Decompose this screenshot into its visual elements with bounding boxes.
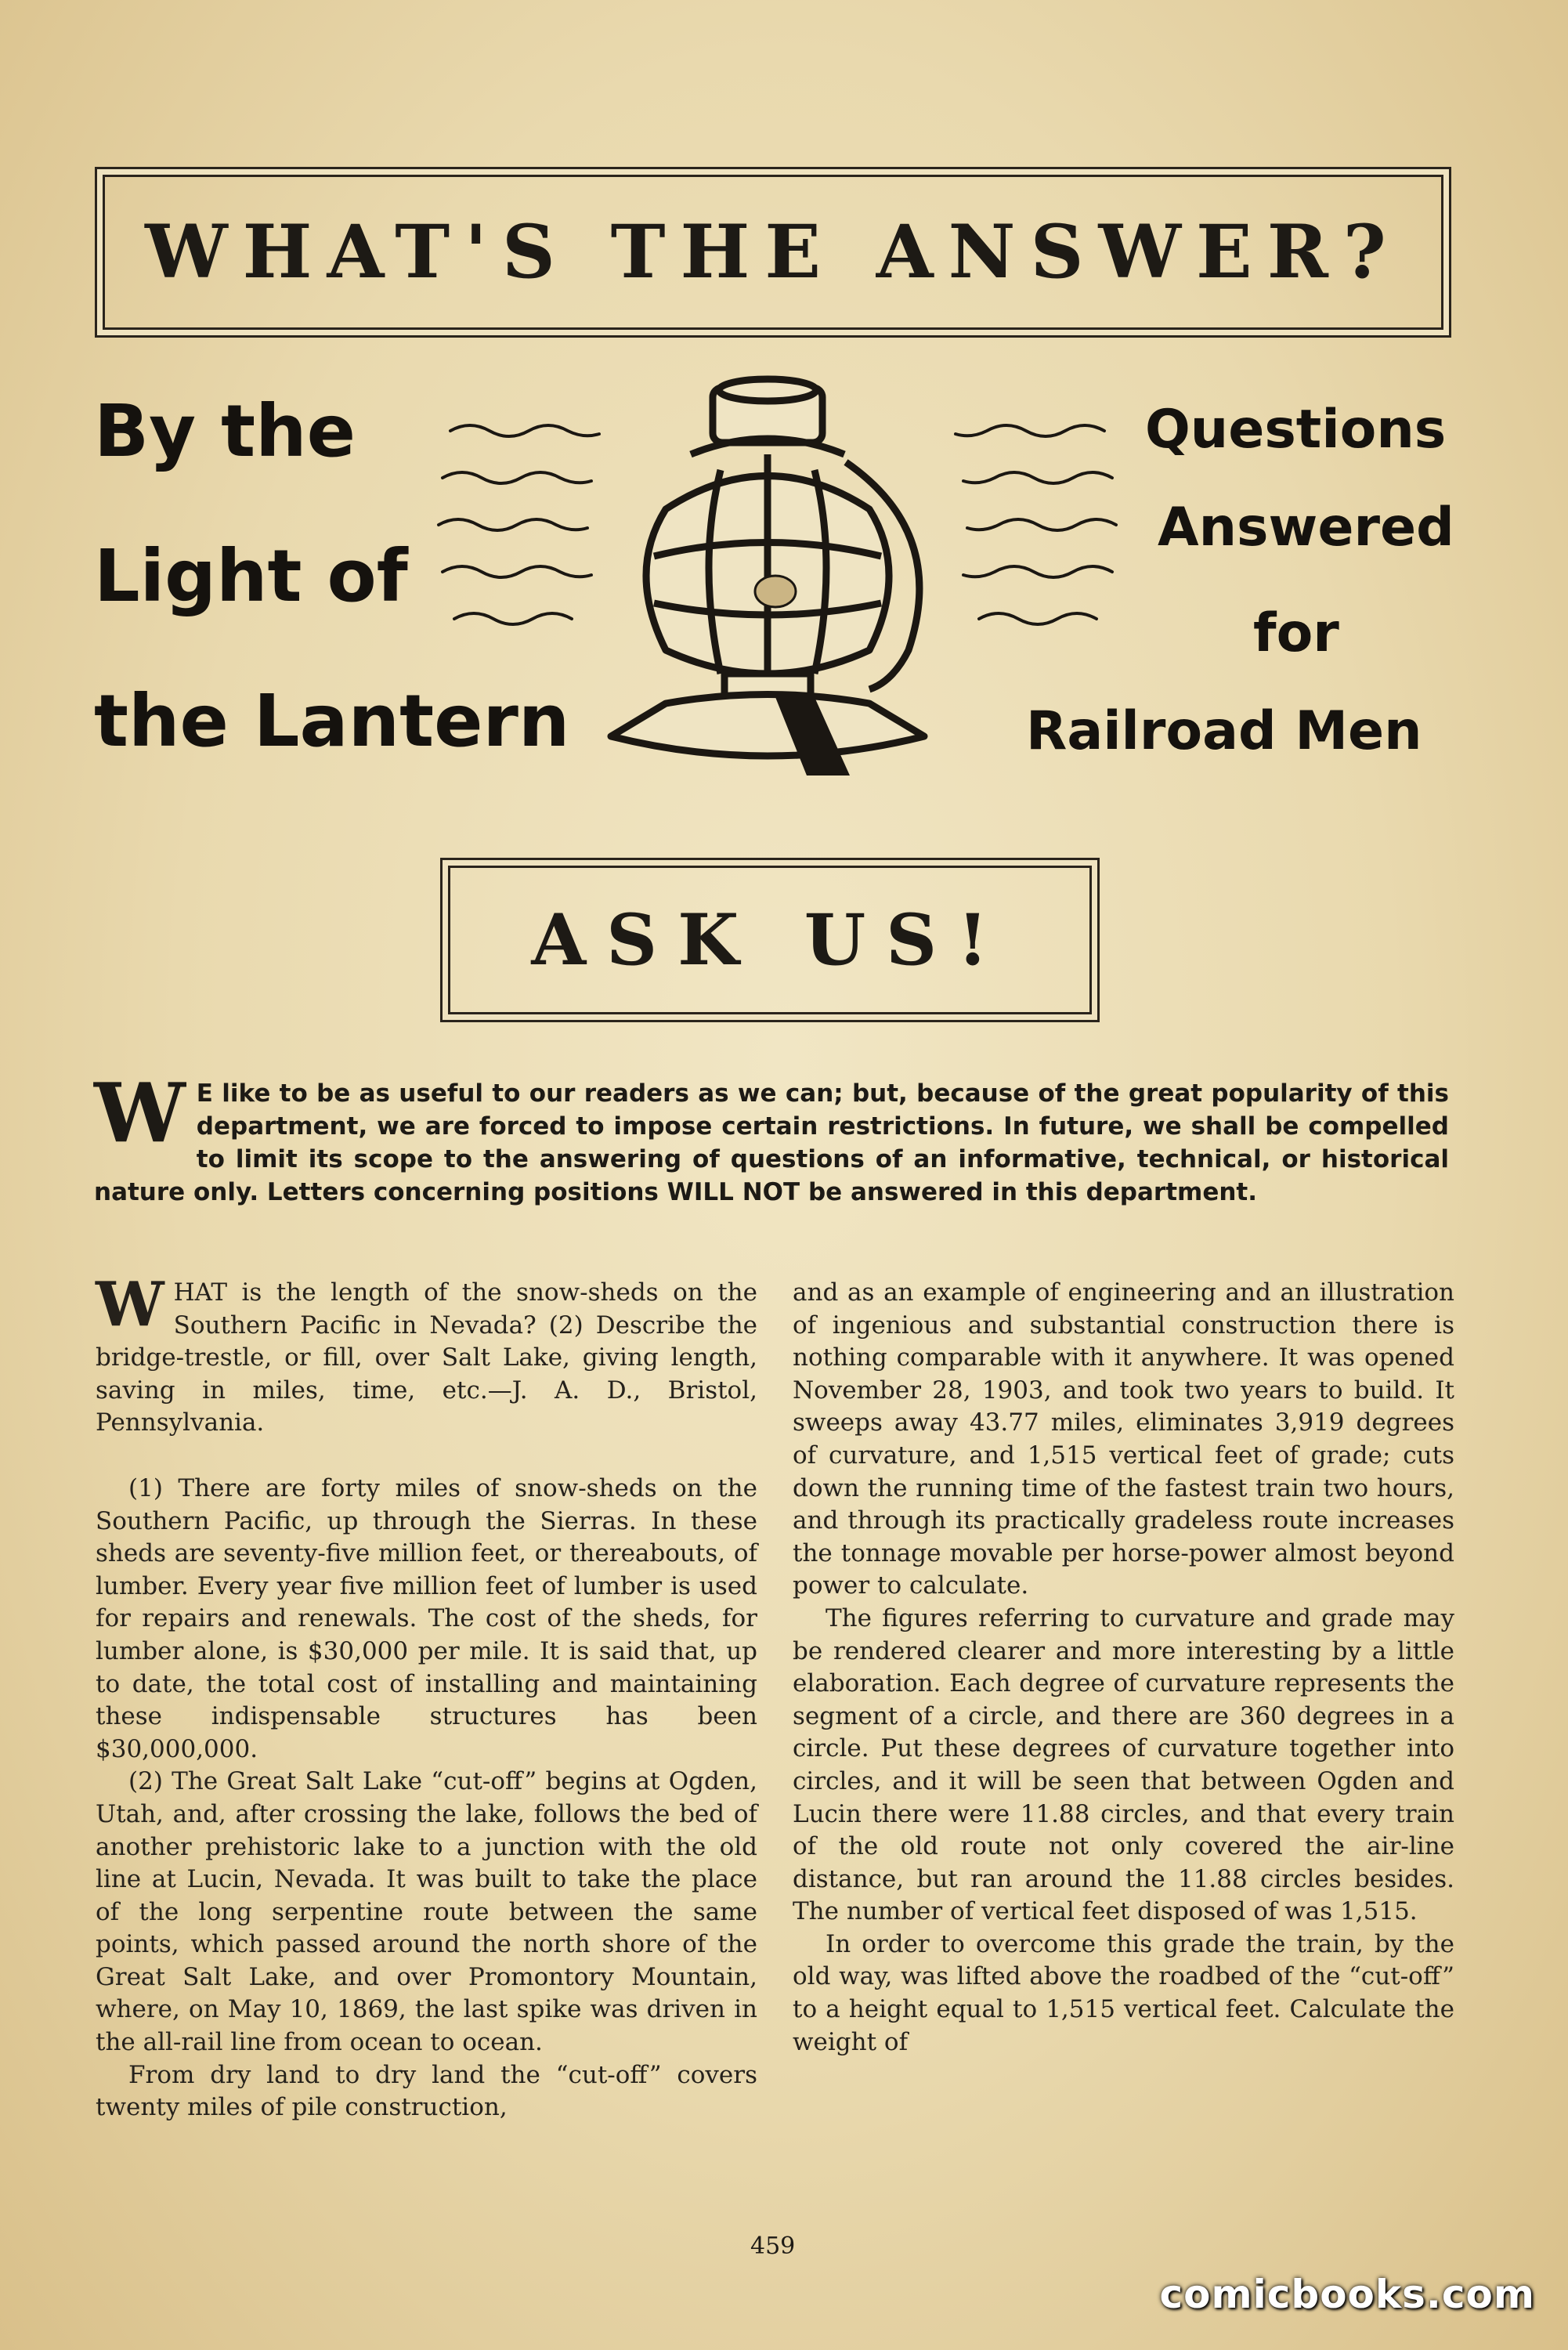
left-line-1: By the bbox=[94, 389, 356, 473]
ask-us-box bbox=[440, 858, 1100, 1022]
page-number: 459 bbox=[750, 2232, 796, 2260]
answer-paragraph: In order to overcome this grade the train, by the old way, was lifted above the roadbed of the “cut-off” to a height equal to 1,515 vertical feet. Calculate the weight of bbox=[793, 1929, 1454, 2056]
left-line-2: Light of bbox=[94, 534, 408, 618]
intro-dropcap: W bbox=[94, 1065, 186, 1161]
article-right-column bbox=[793, 1277, 1454, 2059]
left-line-3: the Lantern bbox=[94, 679, 570, 763]
answer-paragraph: and as an example of engineering and an illustration of ingenious and substantial construction there is nothing comparable with it anywhere. It was opened November 28, 1903, and took two years to build. It sweeps away 43.77 miles, eliminates 3,919 degrees of curvature, and 1,515 vertical feet of grade; cuts down the running time of the fastest train two hours, and through its practically gradeless route increases the tonnage movable per horse-power almost beyond power to calculate. bbox=[793, 1278, 1454, 1600]
answer-paragraph: (2) The Great Salt Lake “cut-off” begins at Ogden, Utah, and, after crossing the lake, follows the bed of another prehistoric lake to a junction with the old line at Lucin, Nevada. It was built to take the place of the long serpentine route between the same points, which passed around the north shore of the Great Salt Lake, and over Promontory Mountain, where, on May 10, 1869, the last spike was driven in the all-rail line from ocean to ocean. bbox=[96, 1767, 757, 2057]
watermark: comicbooks.com bbox=[1159, 2272, 1535, 2317]
lantern-illustration bbox=[407, 368, 1143, 807]
answer-paragraph: The figures referring to curvature and grade may be rendered clearer and more interesting by a little elaboration. Each degree of curvature represents the segment of a circle, and there are 360 degrees in a circle. Put these degrees of curvature together into circles, and it will be seen that between Ogden and Lucin there were 11.88 circles, and that every train of the old route not only covered the air-line distance, but ran around the 11.88 circles besides. The number of vertical feet disposed of was 1,515. bbox=[793, 1603, 1454, 1926]
reader-question bbox=[96, 1269, 757, 1440]
article-left-column bbox=[96, 1269, 757, 2124]
right-line-4: Railroad Men bbox=[1026, 700, 1422, 762]
title-box bbox=[95, 167, 1451, 338]
answer-paragraph: From dry land to dry land the “cut-off” covers twenty miles of pile construction, bbox=[96, 2060, 757, 2122]
right-line-1: Questions bbox=[1145, 399, 1447, 461]
answer-paragraph: (1) There are forty miles of snow-sheds on the Southern Pacific, up through the Sierras. In these sheds are seventy-five million feet, or thereabouts, of lumber. Every year five million feet of lumber is used for repairs and renewals. The cost of the sheds, for lumber alone, is $30,000 per mile. It is said that, up to date, the total cost of installing and maintaining these indispensable structures has been $30,000,000. bbox=[96, 1473, 757, 1763]
question-text: HAT is the length of the snow-sheds on the Southern Pacific in Nevada? (2) Describe the bridge-trestle, or fill, over Salt Lake, giving length, saving in miles, time, etc.—J. A. D., Bristol, Pennsylvania. bbox=[96, 1278, 757, 1437]
right-line-2: Answered bbox=[1158, 497, 1454, 559]
ask-us-label: ASK US! bbox=[531, 898, 1009, 982]
page-title: WHAT'S THE ANSWER? bbox=[145, 209, 1401, 295]
intro-notice bbox=[94, 1065, 1449, 1209]
intro-text: E like to be as useful to our readers as we can; but, because of the great popularity of this department, we are forced to impose certain restrictions. In future, we shall be compelled to limit its scope to the answering of questions of an informative, technical, or historical nature only. Letters concerning positions WILL NOT be answered in this department. bbox=[94, 1079, 1449, 1206]
question-dropcap: W bbox=[96, 1269, 164, 1340]
right-line-3: for bbox=[1253, 602, 1339, 664]
